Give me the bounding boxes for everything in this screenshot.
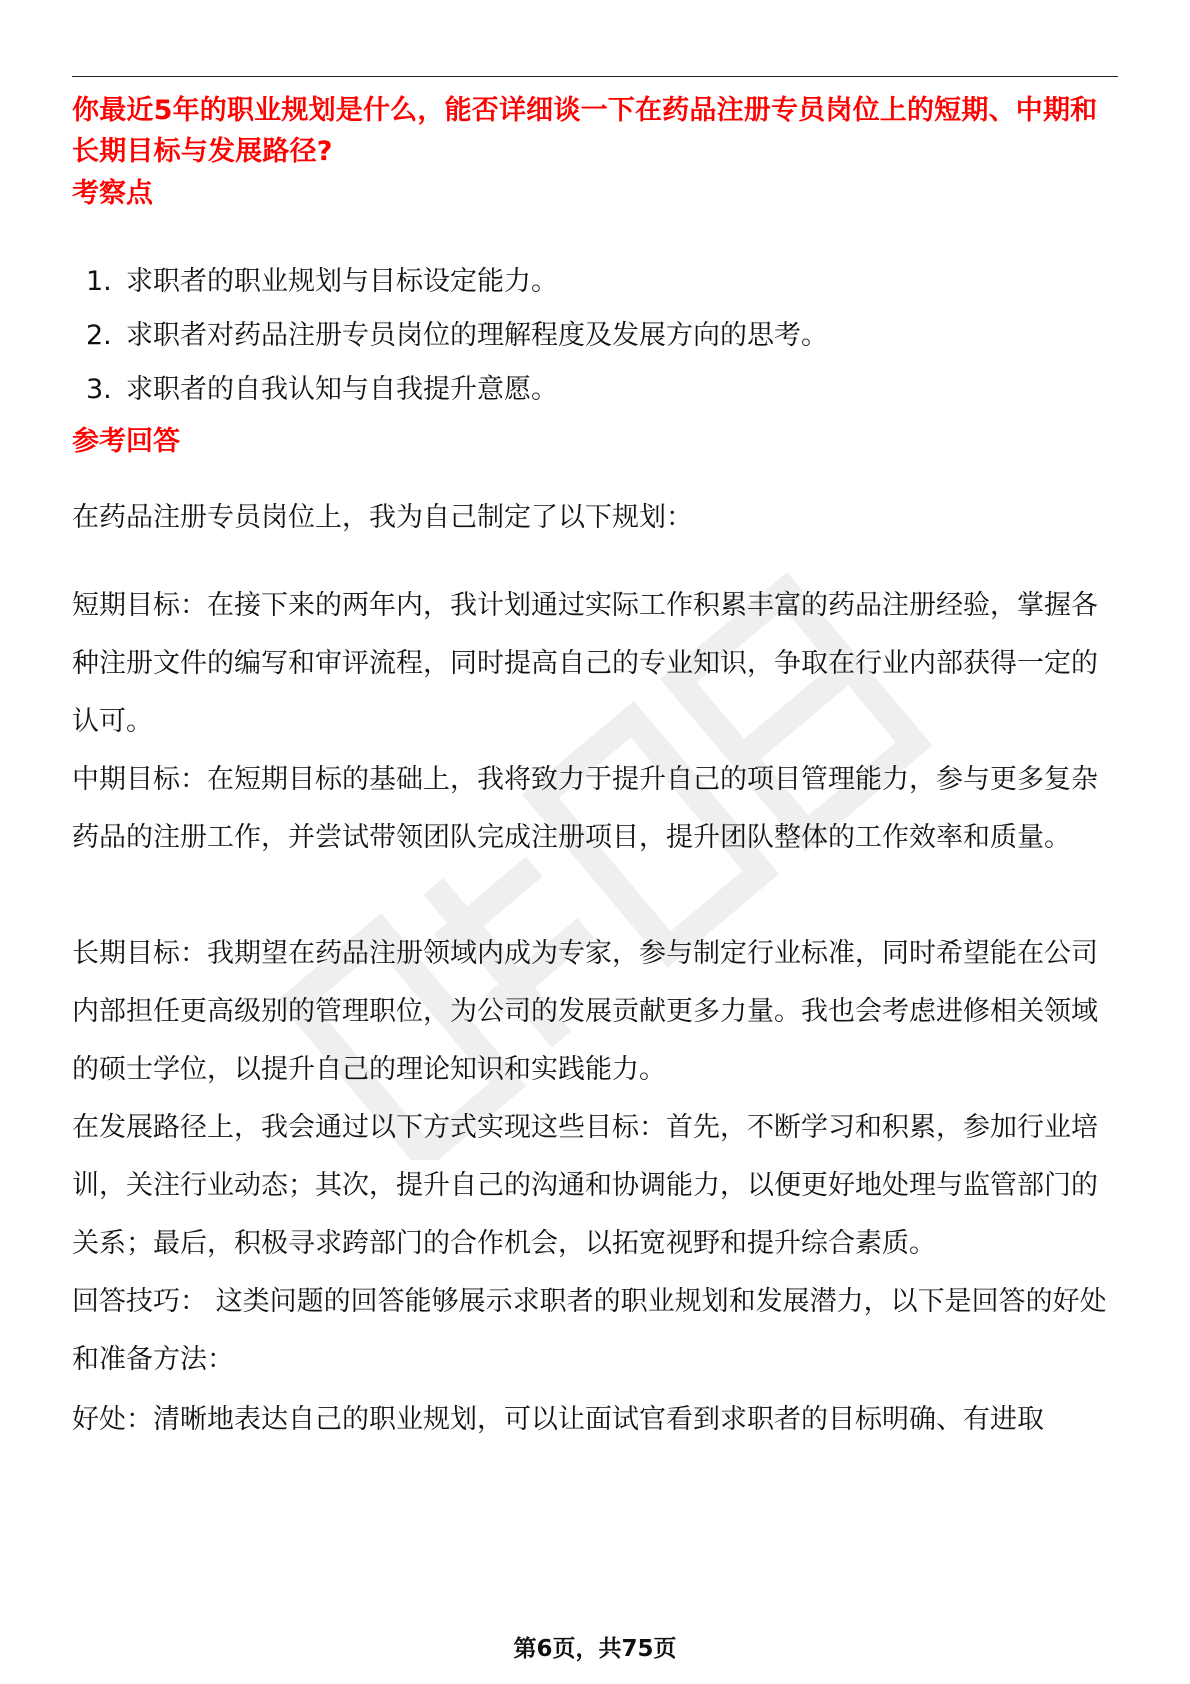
list-item bbox=[86, 316, 1106, 356]
list-item-text: 求职者的自我认知与自我提升意愿。 bbox=[126, 374, 558, 405]
list-item-text: 求职者的职业规划与目标设定能力。 bbox=[126, 266, 558, 297]
answer-heading: 参考回答 bbox=[72, 426, 180, 457]
list-item bbox=[86, 370, 1106, 410]
focus-heading: 考察点 bbox=[72, 178, 153, 209]
header-rule bbox=[72, 76, 1118, 77]
mid-term-paragraph: 中期目标：在短期目标的基础上，我将致力于提升自己的项目管理能力，参与更多复杂药品的注册工作，并尝试带领团队完成注册项目，提升团队整体的工作效率和质量。 bbox=[72, 764, 1098, 853]
list-item-number: 3. bbox=[86, 374, 112, 405]
long-term-paragraph: 长期目标：我期望在药品注册领域内成为专家，参与制定行业标准，同时希望能在公司内部担任更高级别的管理职位，为公司的发展贡献更多力量。我也会考虑进修相关领域的硕士学位，以提升自己的理论知识和实践能力。 bbox=[72, 938, 1098, 1085]
benefit-paragraph: 好处：清晰地表达自己的职业规划，可以让面试官看到求职者的目标明确、有进取 bbox=[72, 1404, 1044, 1435]
question-title: 你最近5年的职业规划是什么，能否详细谈一下在药品注册专员岗位上的短期、中期和长期目标与发展路径? bbox=[72, 95, 1098, 167]
answer-tips-paragraph: 回答技巧： 这类问题的回答能够展示求职者的职业规划和发展潜力，以下是回答的好处和准备方法： bbox=[72, 1286, 1107, 1375]
list-item-number: 1. bbox=[86, 266, 112, 297]
answer-intro: 在药品注册专员岗位上，我为自己制定了以下规划： bbox=[72, 502, 693, 533]
page-footer: 第6页，共75页 bbox=[513, 1636, 677, 1662]
short-term-paragraph: 短期目标：在接下来的两年内，我计划通过实际工作积累丰富的药品注册经验，掌握各种注册文件的编写和审评流程，同时提高自己的专业知识，争取在行业内部获得一定的认可。 bbox=[72, 590, 1098, 737]
focus-points-list bbox=[86, 262, 1106, 424]
development-path-paragraph: 在发展路径上，我会通过以下方式实现这些目标：首先，不断学习和积累，参加行业培训，关注行业动态；其次，提升自己的沟通和协调能力，以便更好地处理与监管部门的关系；最后，积极寻求跨部门的合作机会，以拓宽视野和提升综合素质。 bbox=[72, 1112, 1098, 1259]
list-item-text: 求职者对药品注册专员岗位的理解程度及发展方向的思考。 bbox=[126, 320, 828, 351]
list-item-number: 2. bbox=[86, 320, 112, 351]
list-item bbox=[86, 262, 1106, 302]
